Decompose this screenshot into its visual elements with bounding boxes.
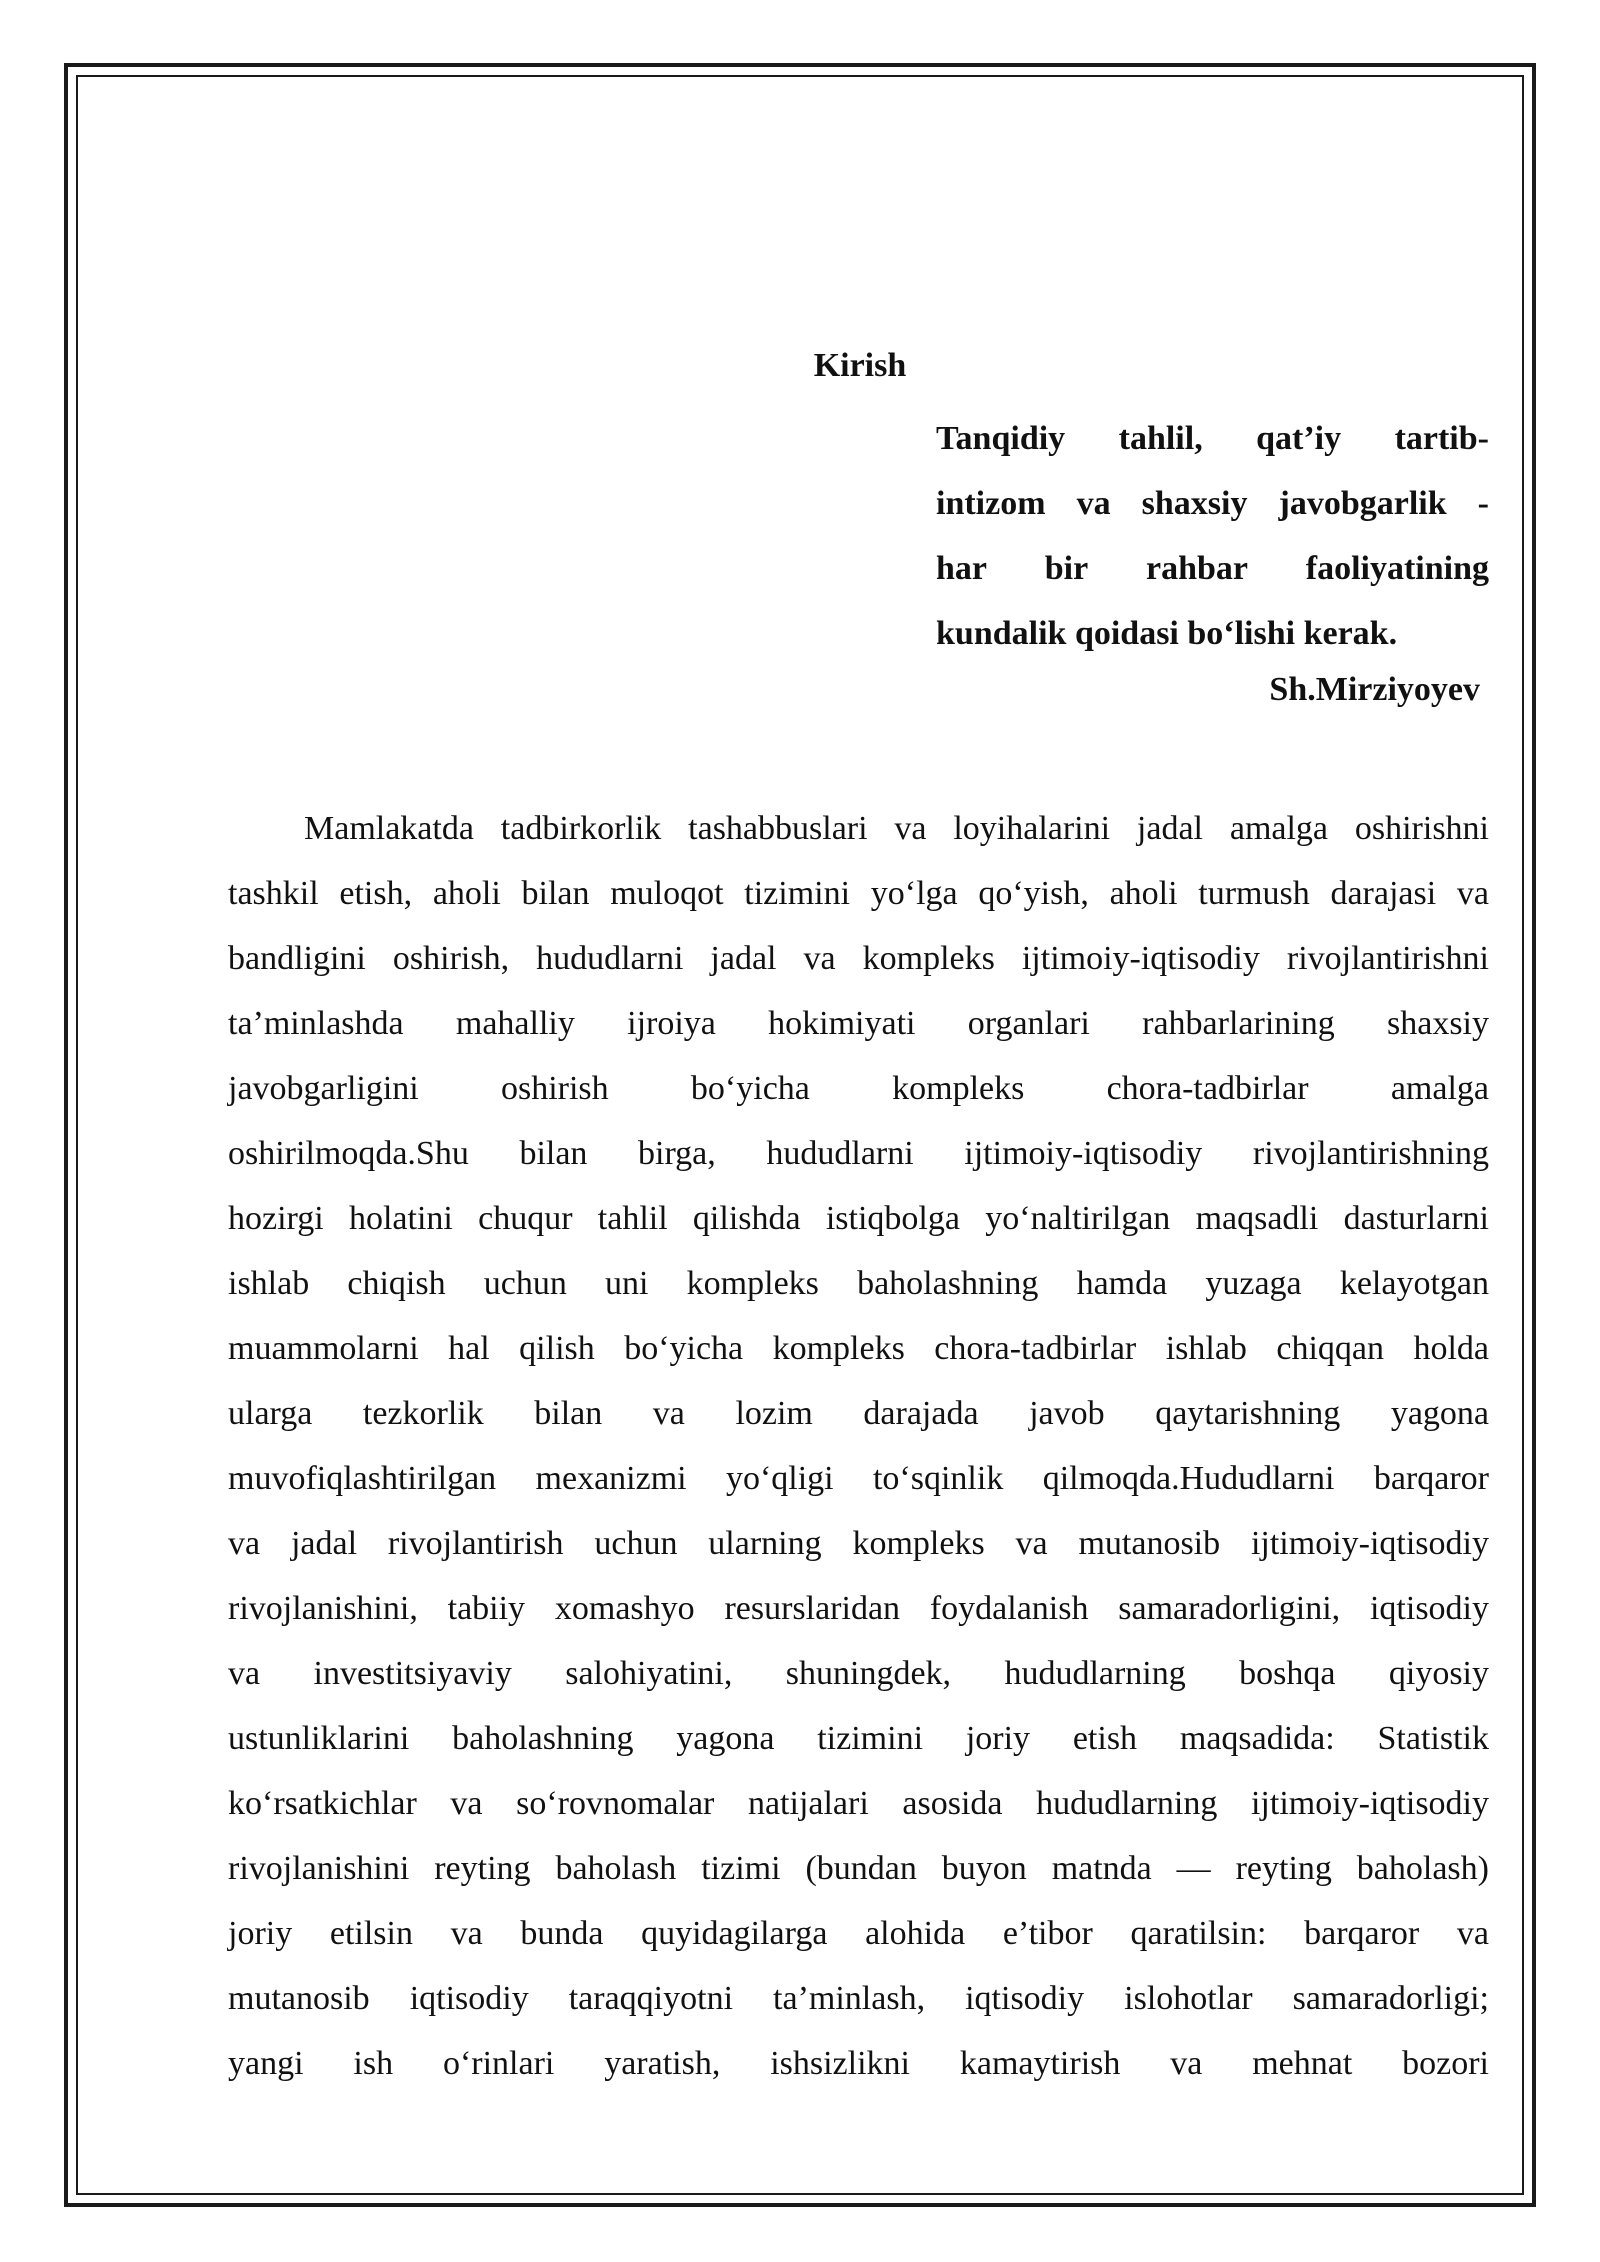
- body-line: va jadal rivojlantirish uchun ularning kompleks va mutanosib ijtimoiy-iqtisodiy: [228, 1525, 1489, 1562]
- epigraph: [936, 406, 1489, 666]
- body-line: muammolarni hal qilish bo‘yicha kompleks chora-tadbirlar ishlab chiqqan holda: [228, 1330, 1489, 1367]
- body-line: rivojlanishini, tabiiy xomashyo resurslaridan foydalanish samaradorligini, iqtisodiy: [228, 1590, 1489, 1627]
- body-line: va investitsiyaviy salohiyatini, shuningdek, hududlarning boshqa qiyosiy: [228, 1655, 1489, 1692]
- body-line: tashkil etish, aholi bilan muloqot tizimini yo‘lga qo‘yish, aholi turmush darajasi va: [228, 875, 1489, 912]
- body-line: ko‘rsatkichlar va so‘rovnomalar natijalari asosida hududlarning ijtimoiy-iqtisodiy: [228, 1785, 1489, 1822]
- body-line: rivojlanishini reyting baholash tizimi (bundan buyon matnda — reyting baholash): [228, 1850, 1489, 1887]
- body-line: joriy etilsin va bunda quyidagilarga alohida e’tibor qaratilsin: barqaror va: [228, 1915, 1489, 1952]
- body-line: ishlab chiqish uchun uni kompleks baholashning hamda yuzaga kelayotgan: [228, 1265, 1489, 1302]
- body-line: ularga tezkorlik bilan va lozim darajada javob qaytarishning yagona: [228, 1395, 1489, 1432]
- body-line: bandligini oshirish, hududlarni jadal va kompleks ijtimoiy-iqtisodiy rivojlantirishni: [228, 940, 1489, 977]
- body-line: ustunliklarini baholashning yagona tizimini joriy etish maqsadida: Statistik: [228, 1720, 1489, 1757]
- body-line: Mamlakatda tadbirkorlik tashabbuslari va loyihalarini jadal amalga oshirishni: [304, 810, 1489, 847]
- body-paragraph: [228, 796, 1489, 2096]
- epigraph-line: kundalik qoidasi bo‘lishi kerak.: [936, 615, 1398, 652]
- body-line: yangi ish o‘rinlari yaratish, ishsizlikni kamaytirish va mehnat bozori: [228, 2045, 1489, 2082]
- section-heading: Kirish: [813, 347, 907, 384]
- body-line: oshirilmoqda.Shu bilan birga, hududlarni ijtimoiy-iqtisodiy rivojlantirishning: [228, 1135, 1489, 1172]
- epigraph-author: Sh.Mirziyoyev: [1269, 671, 1480, 708]
- body-line: muvofiqlashtirilgan mexanizmi yo‘qligi to‘sqinlik qilmoqda.Hududlarni barqaror: [228, 1460, 1489, 1497]
- body-line: hozirgi holatini chuqur tahlil qilishda istiqbolga yo‘naltirilgan maqsadli dasturlarni: [228, 1200, 1489, 1237]
- body-line: ta’minlashda mahalliy ijroiya hokimiyati organlari rahbarlarining shaxsiy: [228, 1005, 1489, 1042]
- body-line: mutanosib iqtisodiy taraqqiyotni ta’minlash, iqtisodiy islohotlar samaradorligi;: [228, 1980, 1489, 2017]
- body-line: javobgarligini oshirish bo‘yicha kompleks chora-tadbirlar amalga: [228, 1070, 1489, 1107]
- epigraph-line: Tanqidiy tahlil, qat’iy tartib-: [936, 420, 1489, 457]
- epigraph-line: har bir rahbar faoliyatining: [936, 550, 1489, 587]
- epigraph-line: intizom va shaxsiy javobgarlik -: [936, 485, 1489, 522]
